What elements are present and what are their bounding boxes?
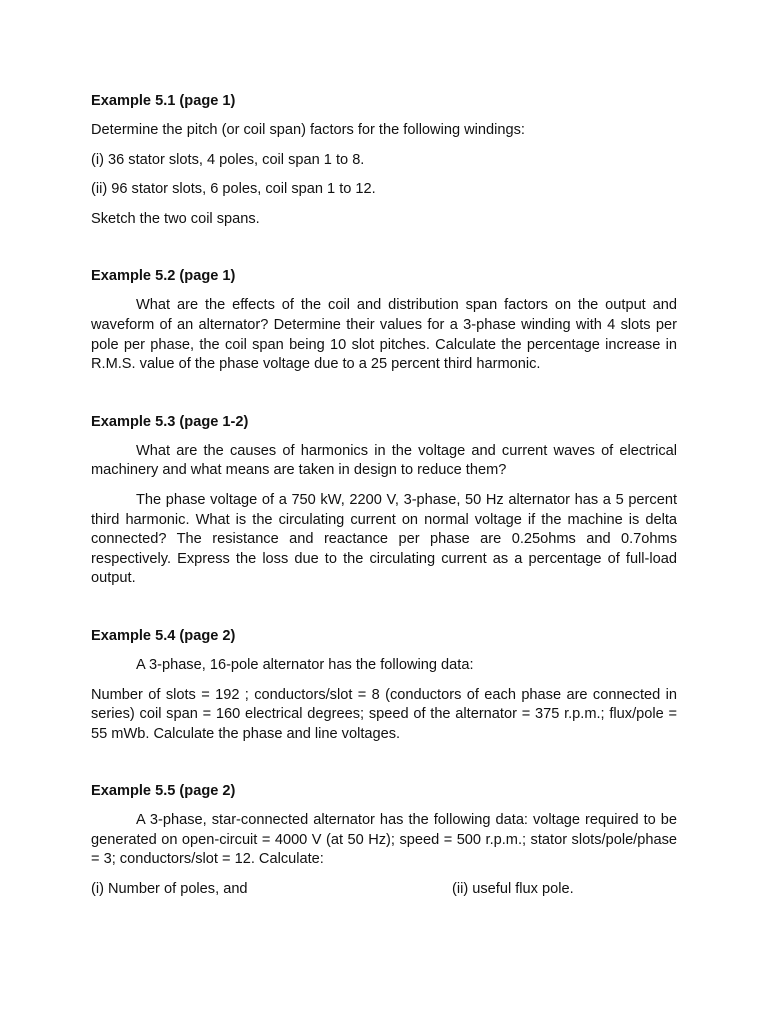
document-page <box>91 92 677 900</box>
paragraph: Determine the pitch (or coil span) factors for the following windings: <box>91 122 525 138</box>
example-5-5 <box>91 782 677 899</box>
example-heading: Example 5.3 (page 1-2) <box>91 413 249 430</box>
list-item: (i) Number of poles, and <box>91 881 248 898</box>
paragraph: A 3-phase, 16-pole alternator has the following data: <box>136 656 474 673</box>
paragraph: (ii) 96 stator slots, 6 poles, coil span 1 to 12. <box>91 181 376 198</box>
answer-items <box>91 880 677 900</box>
example-5-2 <box>91 267 677 374</box>
list-item: (ii) useful flux pole. <box>452 881 574 898</box>
example-heading: Example 5.2 (page 1) <box>91 268 236 285</box>
paragraph: (i) 36 stator slots, 4 poles, coil span 1 to 8. <box>91 151 365 168</box>
example-heading: Example 5.1 (page 1) <box>91 93 236 109</box>
paragraph: What are the effects of the coil and distribution span factors on the output and waveform of an alternator? Determine their values for a 3-phase winding with 4 slots per pole per phase, the coil span being 10 slot pitches. Calculate the percentage increase in R.M.S. value of the phase voltage due to a 25 percent third harmonic. <box>91 297 677 373</box>
example-5-3 <box>91 413 677 589</box>
example-5-4 <box>91 627 677 744</box>
paragraph: Number of slots = 192 ; conductors/slot = 8 (conductors of each phase are connected in series) coil span = 160 electrical degrees; speed of the alternator = 375 r.p.m.; flux/pole = 55 mWb. Calculate the phase and line voltages. <box>91 686 677 742</box>
example-heading: Example 5.5 (page 2) <box>91 783 236 800</box>
paragraph: The phase voltage of a 750 kW, 2200 V, 3-phase, 50 Hz alternator has a 5 percent third harmonic. What is the circulating current on normal voltage if the machine is delta connected? The resistance and reactance per phase are 0.25ohms and 0.7ohms respectively. Express the loss due to the circulating current as a percentage of full-load output. <box>91 491 677 587</box>
paragraph: Sketch the two coil spans. <box>91 210 260 227</box>
paragraph: What are the causes of harmonics in the voltage and current waves of electrical machinery and what means are taken in design to reduce them? <box>91 442 677 479</box>
example-heading: Example 5.4 (page 2) <box>91 627 236 644</box>
example-5-1 <box>91 92 677 229</box>
paragraph: A 3-phase, star-connected alternator has the following data: voltage required to be generated on open-circuit = 4000 V (at 50 Hz); speed = 500 r.p.m.; stator slots/pole/phase = 3; conductors/slot = 12. Calculate: <box>91 812 677 868</box>
